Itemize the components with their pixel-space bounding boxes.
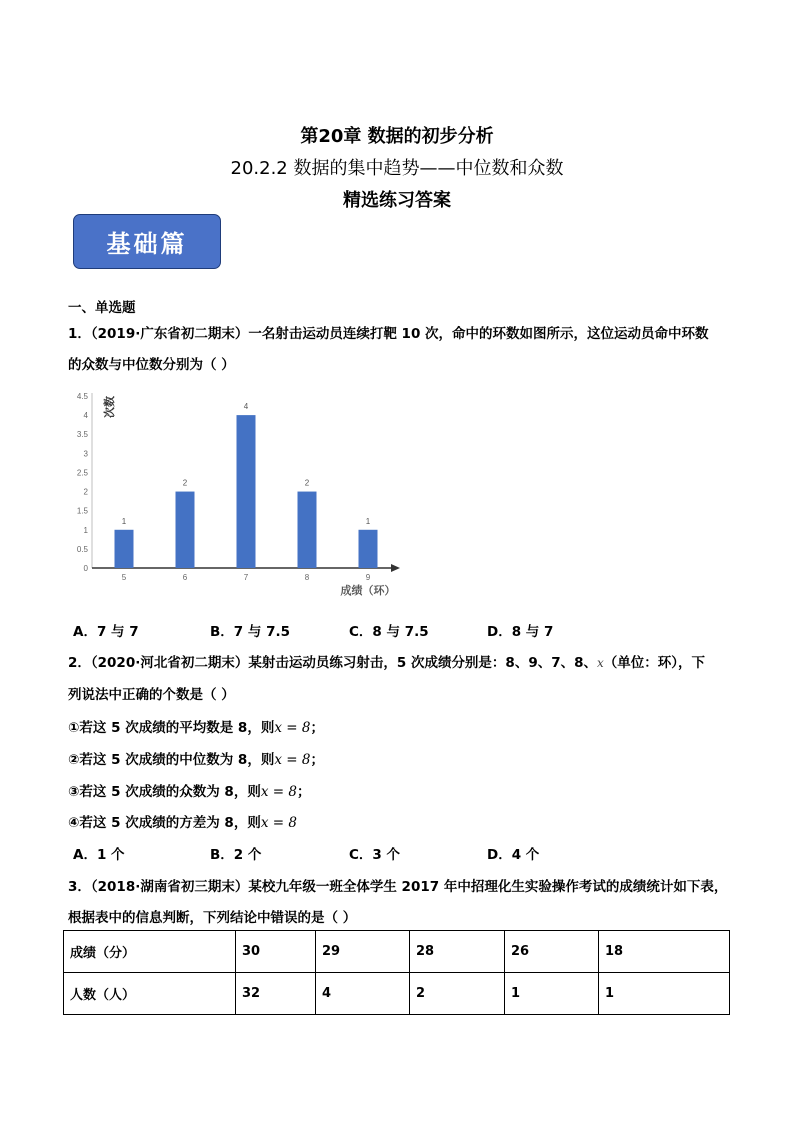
bar-chart bbox=[68, 385, 408, 600]
data-label: 4 bbox=[243, 402, 249, 412]
chapter-title: 第20章 数据的初步分析 bbox=[300, 126, 494, 147]
table-row bbox=[64, 931, 730, 973]
q1-line-1: 1．（2019·广东省初二期末）一名射击运动员连续打靶 10 次，命中的环数如图所示，这位运动员命中环数 bbox=[68, 326, 709, 342]
q2-line-1 bbox=[68, 651, 705, 671]
statement-equation: x = 8 bbox=[274, 752, 311, 768]
y-tick-label: 3.5 bbox=[76, 430, 88, 440]
q2-option-c: C．3 个 bbox=[349, 847, 401, 863]
score-table bbox=[63, 930, 730, 1015]
table-cell: 26 bbox=[505, 931, 599, 973]
x-axis-label: 成绩（环） bbox=[340, 585, 396, 597]
statement-text: ①若这 5 次成绩的平均数是 8，则 bbox=[68, 720, 275, 736]
q2-line-2: 列说法中正确的个数是（ ） bbox=[68, 687, 235, 703]
statement-text: ②若这 5 次成绩的中位数为 8，则 bbox=[68, 752, 275, 768]
bar-7 bbox=[237, 415, 256, 568]
statement-equation: x = 8 bbox=[260, 784, 297, 800]
q2-line-1-text: 2．（2020·河北省初二期末）某射击运动员练习射击，5 次成绩分别是：8、9、7、8、 bbox=[68, 655, 598, 671]
x-tick-label: 9 bbox=[365, 573, 371, 582]
table-cell: 1 bbox=[599, 973, 730, 1015]
table-cell: 成绩（分） bbox=[64, 931, 236, 973]
y-tick-label: 2 bbox=[83, 487, 88, 497]
y-tick-label: 0.5 bbox=[76, 544, 88, 554]
q2-option-a: A．1 个 bbox=[73, 847, 125, 863]
x-tick-label: 8 bbox=[304, 573, 310, 582]
table-row bbox=[64, 973, 730, 1015]
q3-line-1: 3．（2018·湖南省初三期末）某校九年级一班全体学生 2017 年中招理化生实验操作考试的成绩统计如下表， bbox=[68, 879, 728, 895]
table-cell: 人数（人） bbox=[64, 973, 236, 1015]
bar-5 bbox=[115, 530, 134, 568]
q2-option-d: D．4 个 bbox=[487, 847, 540, 863]
q1-line-2: 的众数与中位数分别为（ ） bbox=[68, 357, 235, 373]
statement-end: ； bbox=[310, 720, 324, 736]
q2-statement-3 bbox=[68, 780, 310, 800]
x-axis-arrow bbox=[391, 564, 400, 572]
data-label: 1 bbox=[365, 516, 371, 526]
table-cell: 18 bbox=[599, 931, 730, 973]
q2-statement-2 bbox=[68, 748, 324, 768]
x-tick-label: 6 bbox=[182, 573, 188, 582]
y-tick-label: 1.5 bbox=[76, 506, 88, 516]
basics-banner: 基础篇 bbox=[73, 214, 221, 269]
y-tick-label: 4.5 bbox=[76, 392, 88, 401]
q2-variable: x bbox=[597, 656, 604, 670]
statement-equation: x = 8 bbox=[274, 720, 311, 736]
x-tick-label: 7 bbox=[243, 573, 249, 582]
q2-statement-1 bbox=[68, 716, 324, 736]
q2-option-b: B．2 个 bbox=[210, 847, 262, 863]
bar-6 bbox=[176, 492, 195, 568]
q3-line-2: 根据表中的信息判断，下列结论中错误的是（ ） bbox=[68, 910, 357, 926]
table-cell: 32 bbox=[236, 973, 316, 1015]
q1-option-c: C．8 与 7.5 bbox=[349, 624, 429, 640]
q1-option-b: B．7 与 7.5 bbox=[210, 624, 290, 640]
y-tick-label: 0 bbox=[83, 564, 88, 573]
statement-text: ④若这 5 次成绩的方差为 8，则 bbox=[68, 815, 261, 831]
y-tick-label: 3 bbox=[83, 449, 88, 459]
statement-end: ； bbox=[310, 752, 324, 768]
statement-end: ； bbox=[296, 784, 311, 800]
data-label: 2 bbox=[304, 478, 310, 488]
bar-8 bbox=[298, 492, 317, 568]
table-cell: 2 bbox=[410, 973, 505, 1015]
table-cell: 29 bbox=[316, 931, 410, 973]
section-label: 一、单选题 bbox=[68, 300, 136, 316]
section-title: 20.2.2 数据的集中趋势——中位数和众数 bbox=[230, 158, 564, 179]
y-tick-label: 4 bbox=[83, 411, 88, 421]
statement-text: ③若这 5 次成绩的众数为 8，则 bbox=[68, 784, 261, 800]
bar-9 bbox=[359, 530, 378, 568]
q2-statement-4 bbox=[68, 811, 297, 831]
table-cell: 28 bbox=[410, 931, 505, 973]
y-tick-label: 2.5 bbox=[76, 468, 88, 478]
subtitle: 精选练习答案 bbox=[343, 190, 451, 211]
statement-equation: x = 8 bbox=[260, 815, 297, 831]
y-tick-label: 1 bbox=[83, 525, 88, 535]
table-cell: 1 bbox=[505, 973, 599, 1015]
data-label: 2 bbox=[182, 478, 188, 488]
data-label: 1 bbox=[121, 516, 127, 526]
y-axis-label: 次数 bbox=[104, 396, 116, 418]
table-cell: 4 bbox=[316, 973, 410, 1015]
q2-line-1-unit: （单位：环），下 bbox=[603, 655, 706, 671]
q1-option-d: D．8 与 7 bbox=[487, 624, 554, 640]
q1-option-a: A．7 与 7 bbox=[73, 624, 139, 640]
table-cell: 30 bbox=[236, 931, 316, 973]
x-tick-label: 5 bbox=[121, 573, 127, 582]
